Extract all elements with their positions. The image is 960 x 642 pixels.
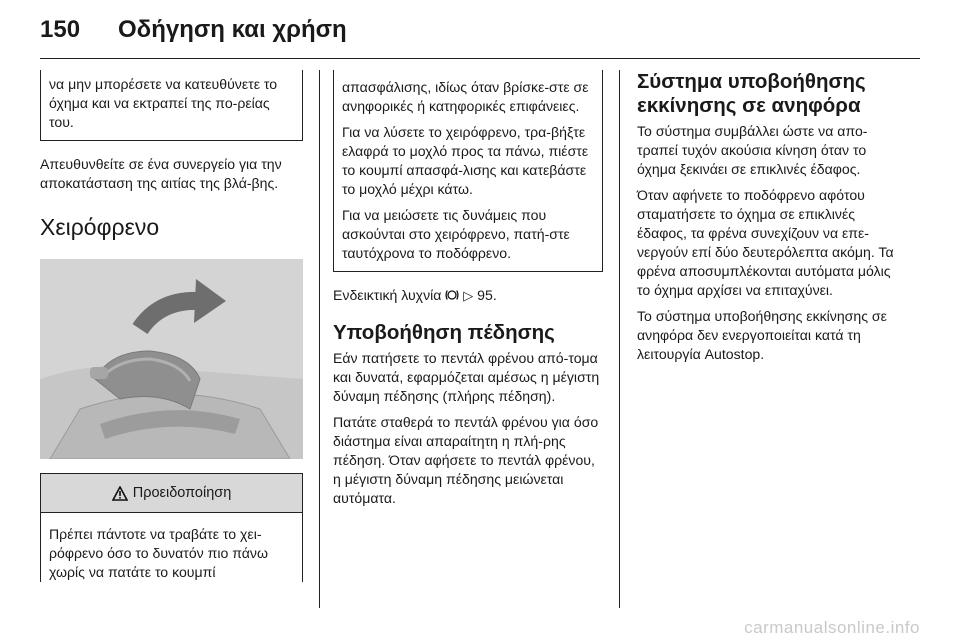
warning-paragraph: Για να μειώσετε τις δυνάμεις που ασκούνται στο χειρόφρενο, πατή-στε ταυτόχρονα το ποδόφρενο. — [342, 207, 570, 261]
body-paragraph: Απευθυνθείτε σε ένα συνεργείο για την αποκατάσταση της αιτίας της βλά-βης. — [40, 156, 282, 191]
body-paragraph: Το σύστημα υποβοήθησης εκκίνησης σε ανηφόρα δεν ενεργοποιείται κατά τη λειτουργία Autostop. — [637, 308, 887, 362]
page-header — [40, 14, 920, 59]
brake-warning-lamp-icon — [445, 288, 459, 302]
watermark: carmanualsonline.info — [744, 618, 920, 637]
warning-continuation-box — [40, 70, 303, 141]
warning-title: Προειδοποίηση — [132, 485, 232, 501]
indicator-reference — [333, 286, 603, 305]
column-divider — [319, 70, 320, 608]
warning-paragraph: Για να λύσετε το χειρόφρενο, τρα-βήξτε ελαφρά το μοχλό προς τα πάνω, πιέστε το κουμπί απασφά-λισης και κατεβάστε το μοχλό μέχρι κάτω. — [342, 124, 589, 197]
column-1 — [40, 70, 303, 582]
page-number: 150 — [40, 16, 81, 43]
warning-box — [40, 473, 303, 582]
indicator-page-ref: 95. — [477, 287, 497, 303]
warning-continuation-text: να μην μπορέσετε να κατευθύνετε το όχημα και να εκτραπεί της πο-ρείας του. — [49, 76, 278, 130]
section-title-handbrake: Χειρόφρενο — [40, 214, 160, 240]
section-title-hill-start-assist: Σύστημα υποβοήθησης εκκίνησης σε ανηφόρα — [637, 70, 866, 117]
body-paragraph: Εάν πατήσετε το πεντάλ φρένου από-τομα και δυνατά, εφαρμόζεται αμέσως η μέγιστη δύναμη πέδησης (πλήρης πέδηση). — [333, 350, 600, 404]
page-title: Οδήγηση και χρήση — [118, 16, 347, 43]
column-3 — [637, 70, 902, 371]
column-divider — [619, 70, 620, 608]
warning-body — [41, 513, 302, 582]
body-paragraph: Το σύστημα συμβάλλει ώστε να απο-τραπεί τυχόν ακούσια κίνηση όταν το όχημα ξεκινάει σε επικλινές έδαφος. — [637, 123, 868, 177]
warning-header — [41, 474, 302, 513]
indicator-label: Ενδεικτική λυχνία — [333, 287, 442, 303]
body-paragraph: Πατάτε σταθερά το πεντάλ φρένου για όσο διάστημα είναι απαραίτητη η πλή-ρης πέδηση. Όταν αφήσετε το πεντάλ φρένου, η μέγιστη δύναμη πέδησης μειώνεται αυτόματα. — [333, 414, 599, 506]
warning-continuation-box — [333, 70, 603, 272]
warning-triangle-icon — [112, 486, 128, 501]
column-2 — [333, 70, 603, 515]
handbrake-illustration — [40, 259, 303, 459]
warning-text: Πρέπει πάντοτε να τραβάτε το χει-ρόφρενο όσο το δυνατόν πιο πάνω χωρίς να πατάτε το κουμπί — [49, 526, 268, 580]
warning-paragraph: απασφάλισης, ιδίως όταν βρίσκε-στε σε ανηφορικές ή κατηφορικές επιφάνειες. — [342, 79, 589, 114]
body-paragraph: Όταν αφήνετε το ποδόφρενο αφότου σταματήσετε το όχημα σε επικλινές έδαφος, τα φρένα συνεχίζουν να επε-νεργούν επί δύο δευτερόλεπτα ακόμη. Τα φρένα αποσυμπλέκονται αυτόματα μόλις το όχημα αρχίσει να επιταχύνει. — [637, 187, 894, 298]
page-reference-arrow-icon: ▷ — [463, 288, 474, 303]
handbrake-drawing — [40, 259, 303, 459]
section-title-brake-assist: Υποβοήθηση πέδησης — [333, 321, 555, 344]
